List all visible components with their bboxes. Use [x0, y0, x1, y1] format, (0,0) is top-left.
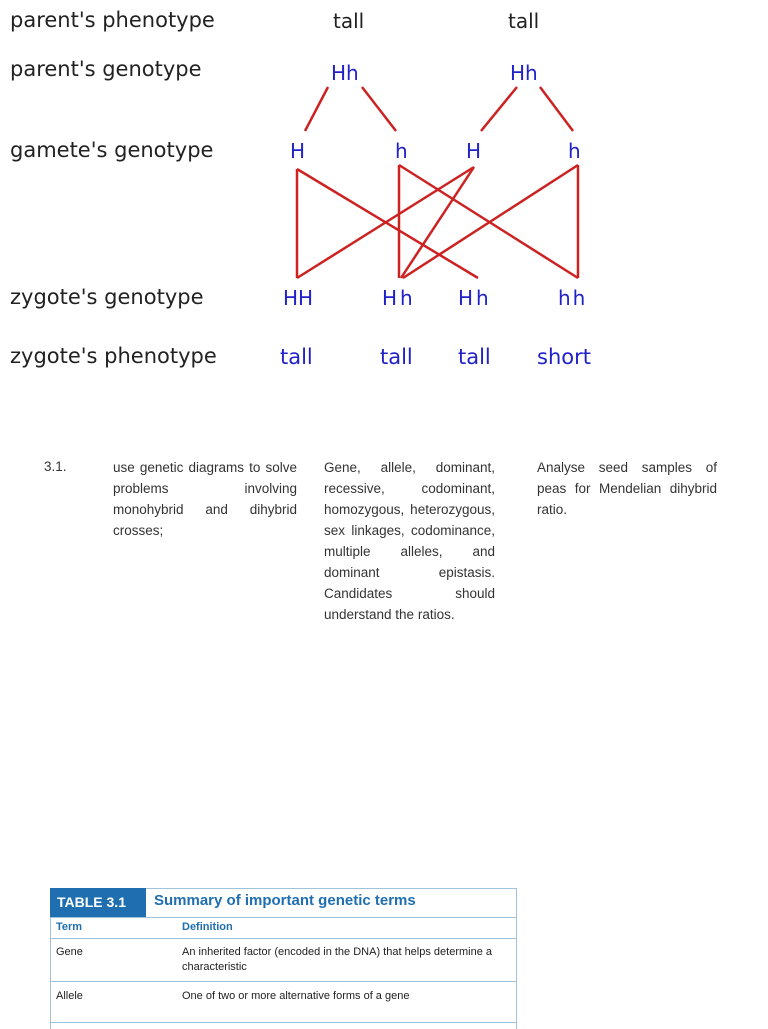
label-gamete-genotype: gamete's genotype: [10, 138, 214, 162]
gamete-1: H: [290, 139, 306, 163]
label-zygote-genotype: zygote's genotype: [10, 285, 204, 309]
zygote-3-phenotype: tall: [458, 345, 491, 369]
row-2-definition: One of two or more alternative forms of a gene: [182, 990, 410, 1002]
label-parent-phenotype: parent's phenotype: [10, 8, 215, 32]
parent1-phenotype: tall: [333, 9, 365, 33]
parent2-genotype: Hh: [510, 61, 538, 85]
gamete-2: h: [395, 139, 408, 163]
table-divider: [50, 981, 517, 982]
zygote-1-phenotype: tall: [280, 345, 313, 369]
parent1-genotype: Hh: [331, 61, 359, 85]
line-parent2-gamete3: [481, 87, 517, 131]
content-terms: Gene, allele, dominant, recessive, codominant, homozygous, heterozygous, sex linkages, codominance, multiple alleles, and dominant epistasis. Candidates should understand the ratios.: [324, 460, 495, 622]
zygote-2-genotype: Hh: [382, 286, 416, 310]
table-badge: TABLE 3.1: [50, 888, 146, 917]
objective-number: 3.1.: [44, 459, 67, 474]
table-divider: [50, 938, 517, 939]
line-parent1-gamete2: [362, 87, 396, 131]
learning-objective: use genetic diagrams to solve problems involving monohybrid and dihybrid crosses;: [113, 460, 297, 538]
line-parent1-gamete1: [305, 87, 328, 131]
label-parent-genotype: parent's genotype: [10, 57, 202, 81]
header-definition: Definition: [182, 921, 233, 933]
zygote-3-genotype: Hh: [458, 286, 492, 310]
line-g3-z2: [401, 167, 474, 278]
zygote-1-genotype: HH: [283, 286, 314, 310]
row-1-definition: An inherited factor (encoded in the DNA) that helps determine a characteristic: [182, 946, 493, 973]
table-title: Summary of important genetic terms: [154, 892, 416, 909]
parent2-phenotype: tall: [508, 9, 540, 33]
row-2-term: Allele: [56, 990, 83, 1002]
line-parent2-gamete4: [540, 87, 573, 131]
label-zygote-phenotype: zygote's phenotype: [10, 344, 217, 368]
practical-activity: Analyse seed samples of peas for Mendelian dihybrid ratio.: [537, 460, 717, 517]
row-1-term: Gene: [56, 946, 83, 958]
header-term: Term: [56, 921, 83, 933]
gamete-4: h: [568, 139, 581, 163]
zygote-2-phenotype: tall: [380, 345, 413, 369]
gamete-3: H: [466, 139, 482, 163]
genetic-terms-table: [50, 888, 517, 1028]
zygote-4-phenotype: short: [537, 345, 591, 369]
zygote-4-genotype: hh: [558, 286, 588, 310]
table-divider: [50, 1022, 517, 1023]
table-divider: [50, 917, 517, 918]
